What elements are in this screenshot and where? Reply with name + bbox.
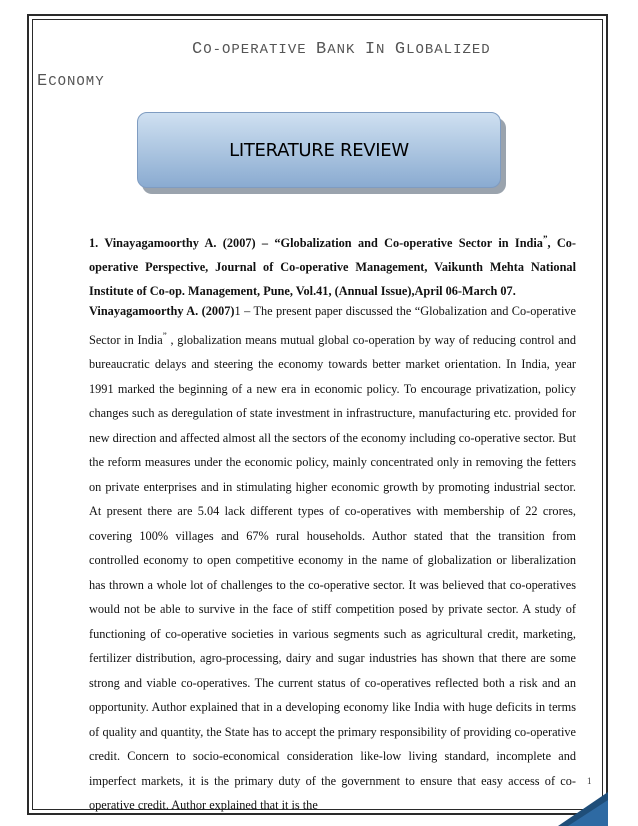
section-banner [137, 112, 501, 188]
reference-citation: 1. Vinayagamoorthy A. (2007) – “Globalization and Co-operative Sector in India”, Co-operative Perspective, Journal of Co-operative Management, Vaikunth Mehta National Institute of Co-op. Management, Pune, Vol.41, (Annual Issue),April 06-March 07. [89, 234, 576, 299]
section-title: LITERATURE REVIEW [229, 140, 409, 161]
page-number: 1 [587, 776, 592, 786]
header-line-1: CO-OPERATIVE BANK IN GLOBALIZED [192, 40, 491, 59]
page-corner-tab [558, 792, 608, 826]
header-line-2: ECONOMY [37, 72, 105, 91]
review-paragraph: Vinayagamoorthy A. (2007)1 – The present paper discussed the “Globalization and Co-operative Sector in India” , globalization means mutual global co-operation by way of reducing control and bureaucratic delays and steering the economy towards better market orientation. In India, year 1991 marked the beginning of a new era in economic policy. To encourage privatization, policy changes such as deregulation of state investment in infrastructure, manufacturing etc. provided for new direction and affected almost all the sectors of the economy including co-operative sector. But the reform measures under the economic policy, mainly concentrated only in removing the fetters on private enterprises and in stimulating higher economic growth by promoting industrial sector. At present there are 5.04 lack different types of co-operatives with membership of 22 crores, covering 100% villages and 67% rural households. Author stated that the transition from controlled economy to open competitive economy in the name of globalization or liberalization has thrown a whole lot of challenges to the co-operative sector. It was believed that co-operatives would not be able to survive in the face of stiff competition posed by private sector. A study of functioning of co-operative societies in various segments such as agricultural credit, marketing, fertilizer distribution, agro-processing, dairy and sugar industries has shown that there are some strong and viable co-operatives. The current status of co-operatives reflected both a risk and an opportunity. Author explained that in a developing economy like India with huge deficits in terms of quality and quantity, the State has to accept the primary responsibility of providing co-operative credit. Concern to socio-economical consideration like-low living standard, incomplete and imperfect markets, it is the primary duty of the government to ensure that easy access of co-operative credit. Author explained that it is the [89, 304, 577, 813]
paragraph-lead-author: Vinayagamoorthy A. (2007) [89, 304, 235, 318]
